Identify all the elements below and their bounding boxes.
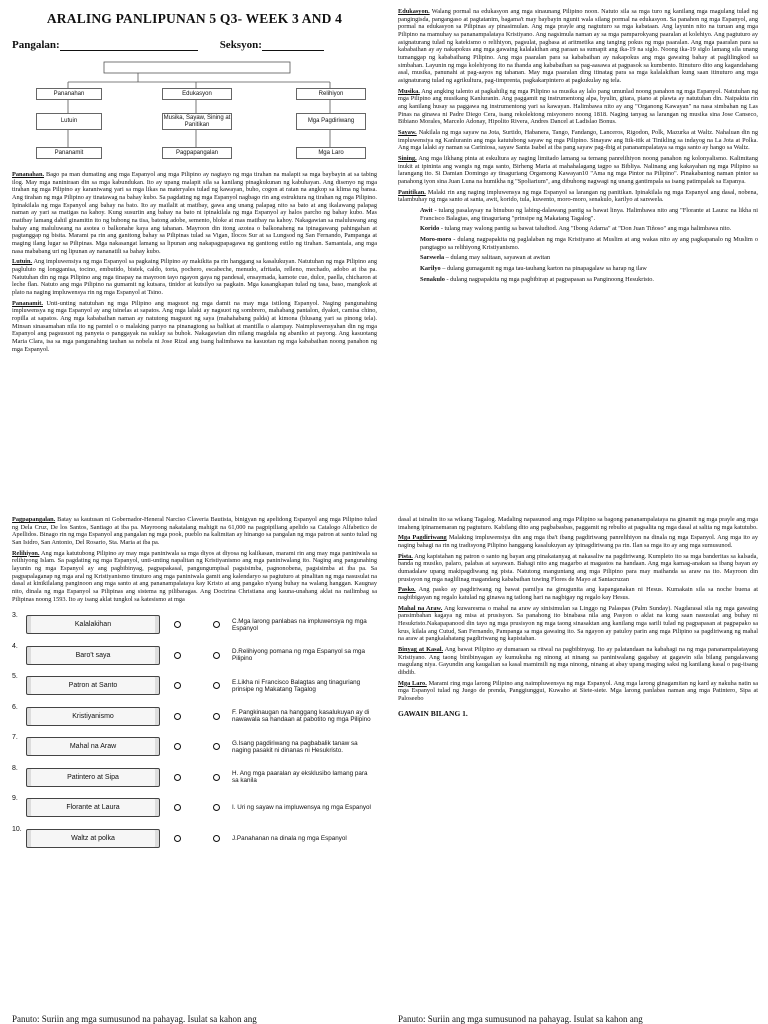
paragraph-sayaw	[398, 129, 758, 152]
lit-term: Awit	[420, 207, 433, 215]
keyword-sining: Sining.	[398, 155, 417, 163]
instructions-right: Panuto: Suriin ang mga sumusunod na pahayag. Isulat sa kahon ang	[398, 1014, 643, 1024]
match-number: 10.	[12, 825, 22, 833]
text-panitikan: Malaki rin ang naging impluwensya ng mga Espanyol sa larangan ng panitikan. Ipinakilala ng mga Espanyol ang dasal, nobena, talambuhay ng mga santo at santa, awit, korido, tula, kuwento, moro-moro, senakulo, karilyo at sarswela.	[398, 188, 758, 204]
text-binyag: Ang bawat Pilipino ay dumaraan sa ritwal na pagbibinyag. Ito ay palatandaan na kabahagi na ng mga pananampalatayang Kristiyano. Ang taong binibinyagan ay kumukuha ng ninong at ninang sa paniniwalang gagabay at gagawin sila bilang pangalawang magulang niya. Gayundin ang kaugalian sa kasal mamimili ng mga ninong, ninang at abay upang maging saksi ng kanilang kasal o pag-iisang dibdib.	[398, 646, 758, 677]
match-right-dot[interactable]	[213, 743, 220, 750]
paragraph-binyag	[398, 646, 758, 677]
text-pasko: Ang pasko ay pagdiriwang ng bawat pamilya na ginugunita ang kapanganakan ni Hesus. Kumakain sila sa noche buena at nagbibigayan ng regalo katulad ng ginawa ng tatlong hari na nagbigay ng regalo kay Hesus.	[398, 586, 758, 602]
lit-item-sarswela	[398, 254, 758, 262]
match-answer: J.Panahanan na dinala ng mga Espanyol	[232, 834, 347, 842]
name-section-row	[12, 39, 377, 51]
text-musika: Ang angking talento at pagkahilig ng mga Pilipino sa musika ay lalo pang umunlad noong panahon ng mga Espanyol. Natutuhan ng mga Pilipino ang musikang Kanluranin. Ang paggamit ng instrumentong alpa, byulin, gitara, piano at plawta ay natutuhan din. Naipakita rin ang kanilang husay sa paggawa ng instrumentong yari sa kawayan. Halimbawa nito ay ang "Organong Kawayan" na nasa simbahan ng Las Pinas na ginawa ni Padre Diego Cera, isang rekolektong misyonero noong 1818. Naging tanyag sa larangan ng musika sina Jose Canseco, Bibiano Morales, Marcelo Adonay, Hipolito Rivera, Andres Dancel at Ladislao Bonus.	[398, 87, 758, 126]
match-left-dot[interactable]	[174, 682, 181, 689]
paragraph-pagdiriwang	[398, 534, 758, 549]
lit-item-moro-moro	[398, 236, 758, 251]
match-right-dot[interactable]	[213, 621, 220, 628]
match-row	[12, 762, 377, 793]
match-term-scroll: Patintero at Sipa	[26, 768, 160, 787]
diagram-box-laro: Mga Laro	[296, 147, 366, 159]
diagram-box-lutuin: Lutuin	[36, 113, 102, 130]
match-left-dot[interactable]	[174, 713, 181, 720]
text-laro: Marami ring mga larong Pilipino ang naimpluwensya ng mga Espanyol. Ang mga larong ginagamitan ng kard ay nakuha natin sa mga Espanyol tulad ng Juego de prenda, Panggiunggui, Kuwaho at Siete-siete. Mga larong panlabas naman ang mga Patintero, Sipa at Paloseebo	[398, 679, 758, 703]
match-answer: E.Likha ni Francisco Balagtas ang tinaguriang prinsipe ng Makatang Tagalog	[232, 678, 361, 693]
text-sining: Ang mga likhang pinta at eskultura ay naging limitado lamang sa temang panrelihiyon noong panahon ng kolonyalismo. Kalimitang inukit at ipininta ang wangis ng mga santo, Birheng Maria at mahahalagang tagpo sa Bibliya. Nalinang ang kakayahan ng mga Pilipino sa larangang ito. Si Damian Domingo ay tinaguriang Orgamong Kawayan10 "Ama ng mga Pintor na Pilipino". Pinakabantog naman pintor sa panahong iyon sina Juan Luna na humikha ng "Spoliarium", ang dibuhong nagwagi ng unang gantimpala sa isang patimpalak sa Espanya.	[398, 155, 758, 186]
lit-item-karilyo	[398, 265, 758, 273]
keyword-relihiyon: Relihiyon.	[12, 549, 40, 557]
diagram-connectors	[12, 61, 377, 161]
match-row	[12, 670, 377, 701]
lit-item-senakulo	[398, 276, 758, 284]
match-term-scroll: Kristiyanismo	[26, 707, 160, 726]
paragraph-pasko	[398, 586, 758, 601]
paragraph-panitikan	[398, 189, 758, 204]
match-left-dot[interactable]	[174, 835, 181, 842]
match-right-dot[interactable]	[213, 774, 220, 781]
match-number: 3.	[12, 612, 18, 620]
lit-term: Moro-moro	[420, 236, 452, 244]
column-top-left	[12, 8, 377, 508]
match-number: 9.	[12, 795, 18, 803]
match-term-scroll: Baro't saya	[26, 646, 160, 665]
section-field[interactable]	[220, 39, 324, 51]
diagram-box-pagdiriwang: Mga Pagdiriwang	[296, 113, 366, 130]
paragraph-pista	[398, 553, 758, 584]
keyword-binyag: Binyag at Kasal.	[398, 646, 444, 654]
paragraph-pagpapangalan	[12, 516, 377, 547]
match-left-dot[interactable]	[174, 652, 181, 659]
paragraph-pananahan	[12, 171, 377, 255]
lit-term: Korido	[420, 225, 440, 233]
lit-item-korido	[398, 225, 758, 233]
topics-diagram	[12, 61, 377, 161]
match-term-scroll: Waltz at polka	[26, 829, 160, 848]
text-pista: Ang kapistahan ng patron o santo ng bayan ang pinakatanyag at nakasaliw na pagdiriwang. Kumpleto ito sa mga banderitas sa kalsada, banda ng musiko, palaro, palabas at sayawan. Bahagi nito ang magarbo at magastos na handaan. Ang mga kamag-anakan sa ibang bayan ay dumadalaw upang makipagdiwang ng pista. Natutong manguntang ang mga Pilipino para may maihanda sa araw na ito. Mayroon din prusisyon ng mga naglilinag magandang kababaihan tuwing Flores de Mayo at Santacruzan	[398, 552, 758, 583]
instructions-left: Panuto: Suriin ang mga sumusunod na pahayag. Isulat sa kahon ang	[12, 1014, 257, 1024]
match-row	[12, 609, 377, 640]
match-number: 8.	[12, 764, 18, 772]
keyword-pananamit: Pananamit.	[12, 299, 43, 307]
match-left-dot[interactable]	[174, 774, 181, 781]
paragraph-sining	[398, 155, 758, 186]
name-field[interactable]	[12, 39, 198, 51]
lit-desc: - tulang pasalaysay na binubuo ng labing-dalawang pantig sa bawat linya. Halimbawa nito ang "Florante at Laura: na likha ni Francisco Balagtas, ang tinaguriang "prinsipe ng Makatang Tagalog".	[420, 207, 758, 222]
text-sayaw: Nakilala ng mga sayaw na Jota, Surtido, Habanera, Tango, Fandango, Lanceros, Rigodon, Polk, Mazurka at Waltz. Nahaluan din ng impluwensiya ng Kanluranin ang mga katutubong sayaw ng mga Pilipino. Sinayaw ang Itik-itik at Tinikling sa indayog na La Jota at Polka. Ang mga lalaki ay naman sa Cariniosa, sayaw Santa Isabel at iba pang sayaw pag-ibig at pananampalataya sa mga santo ay hango sa Waltz.	[398, 129, 758, 152]
keyword-laro: Mga Laro.	[398, 679, 427, 687]
match-left-dot[interactable]	[174, 621, 181, 628]
diagram-box-pananamit: Pananamit	[36, 147, 102, 159]
keyword-pagpapangalan: Pagpapangalan.	[12, 516, 56, 523]
diagram-box-pananahan: Pananahan	[36, 88, 102, 100]
match-right-dot[interactable]	[213, 835, 220, 842]
lit-term: Sarswela	[420, 254, 445, 262]
match-term-scroll: Patron at Santo	[26, 676, 160, 695]
diagram-box-musika: Musika, Sayaw, Sining at Panitikan	[162, 113, 232, 130]
match-row	[12, 823, 377, 854]
diagram-box-edukasyon: Edukasyon	[162, 88, 232, 100]
section-blank[interactable]	[262, 40, 324, 51]
gawain-heading: GAWAIN BILANG 1.	[398, 708, 468, 718]
paragraph-laro	[398, 680, 758, 703]
keyword-sayaw: Sayaw.	[398, 129, 417, 137]
match-row	[12, 701, 377, 732]
keyword-pagdiriwang: Mga Pagdiriwang	[398, 534, 447, 542]
section-label: Seksyon:	[219, 39, 262, 51]
match-row	[12, 640, 377, 671]
match-term-scroll: Mahal na Araw	[26, 737, 160, 756]
text-pagdiriwang: Malaking impluwensiya din ang mga iba't ibang pagdiriwang panrelihiyon na dinala ng mga Espanyol. Ang mga ito ay naging bahagi na rin ng tradisyong Pilipino hanggang kasalukuyan ay ipinagdiriwang pa rin. Ilan sa mga ito ay ang mga sumusunod.	[398, 534, 758, 550]
column-bottom-right	[398, 516, 758, 1024]
lit-term: Karilyo	[420, 265, 441, 273]
text-pananahan: Bago pa man dumating ang mga Espanyol ang mga Pilipino ay nagtayo ng mga tirahan na malapit sa mga baybayin at sa tabing ilog. May mga naniniraan din sa mga kabundukan. Ito ay upang malapit sila sa kanilang pinagkukunan ng kabuhayan. Ang disenyo ng mga tirahan ng mga Pilipino ay karaniwang yari sa mga likas na materyales tulad ng kawayan, buho, cogon at ratan na angkop sa klima ng bansa. Ang tirahan ng mga Pilipino ay tinatawag na bahay kubo. Sa pagdating ng mga Espanyol nagbago rin ang estruktura ng tirahan ng mga Pilipino. Ipinakilala ng mga Espanyol ang bahay na bato. Ito ay mailalit at matibay, gawa ang unang palapag nito sa bato at ang ikalawang palapag naman ay yari sa matigas na kahoy. Kung susuriin ang bahay na bato ni ipinakilala ng mga Espanyol ay halos parcho ng bahay kubo. Mas matibay lamang dahil ginamitin ito ng bubong na tisa, batong adobe, semento, bloke at mas matibay na kahoy. Nakagawian sa maluluwang ang bahay ang maluluwang na asotea o balkonahe kaya ang tahanan. Mayroon din itong azotea o balkonaheng na ipinagawang pahingahan at pagtanggap ng bisita. Marami pa rin ang ganitong bahay sa Pilipinas tulad sa Vigan, Ilocos Sur at sa Lungsod ng San Fernando, Pampanga at maging ilang lugar sa Pilipinas. Mga nakasangat lamang sa lipunan ang nakapagpapagawa ng ganitong estilo ng tirahan. Samantala, ang mga nasa mababang uri ng lipunan ay nananatili sa bahay kubo.	[12, 171, 377, 255]
match-row	[12, 731, 377, 762]
match-number: 7.	[12, 734, 18, 742]
match-answer: C.Mga larong panlabas na impluwensya ng mga Espanyol	[232, 617, 367, 632]
keyword-pananahan: Pananahan.	[12, 171, 45, 178]
match-answer: I. Uri ng sayaw na impluwensya ng mga Espanyol	[232, 804, 371, 812]
keyword-pista: Pista.	[398, 552, 413, 560]
match-right-dot[interactable]	[213, 652, 220, 659]
match-right-dot[interactable]	[213, 713, 220, 720]
match-answer: H. Ang mga paaralan ay eksklusibo lamang para sa kanila	[232, 770, 368, 785]
name-label: Pangalan:	[12, 39, 60, 51]
match-right-dot[interactable]	[213, 804, 220, 811]
paragraph-relihiyon	[12, 550, 377, 604]
column-top-right	[398, 8, 758, 513]
text-mahal-na-araw: Ang kuwaresma o mahal na araw ay sinisimulan sa Linggo ng Palaspas (Palm Sunday). Nagdarasal sila ng mga gawaing pansimbahan kagaya ng misa at prusisyon. Sa panahong ito binabasa nila ang Pasyon o aklat na kung saan nasusulat ang buhay ni Hesukristo.Nakapapanood din tayo ng mga prusisyon ng mga taong sinasaktan ang kanilang mga sarili tulad ng pagpapasan at pagpapako sa krus, kilala ang Cutud, San Fernando, Pampanga sa mga gawaing ito. Sa ngayon ay patuloy parin ang mga Pilipino sa pagdiriwang ng mahal na araw at pangkalahatang pagdiriwang ng kapistahan.	[398, 604, 758, 643]
matching-exercise	[12, 609, 377, 853]
keyword-panitikan: Panitikan.	[398, 188, 426, 196]
text-edukasyon: Walang pormal na edukasyon ang mga sinaunang Pilipino noon. Natuto sila sa mga turo ng kanilang mga magulang tulad ng pangingisda, pangangaso at pagtatanim, bagama't may baybayin ngunit wala silang pormal na edukasyon. Sa panahon ng mga Espanyol, ang pormal na edukasyon sa Pilipinas ay pinasimulan. Ang mga prayle ang nagtuturo sa mga kabataan. Ang layunin nito na turuan ang mga Pilipino na mamuhay sa pananampalataya Kristiyano. Ang nagsimula naman ay sa mga pamparokyang paaralan at kolehiyo. Ang pagtuturo ay asignaturang tulad ng katekismo o relihiyon, pagsulat, pagbasa at aritmetika ang tanging pokus ng mga paaralan. Ang mga paaralan para sa kababaihan ay ay nakapokus ang mga gawaing kalalakihan ang paraan sa sumapit ang ika-19 na siglo. Noong ika-19 siglo lamang sila unang tumanggap ng kababaihang Pilipino. Ang mga paaralan para sa kababaihan ay nakapokus ang mga gawaing bahay at paglilingkod sa simbahan. Layunin ng mga kolehiyong ito na ihanda ang kababaihan sa pag-aasawa at pagpasok sa kumbento. Itinuturo dito ang kagandahang asal, musika, panunahi at pag-aayos ng tahanan. May mga paaralan ding itinatag para sa mga kalalakihan kung saan itinuturo ang mga asignaturang tulad ng agrikultura, pag-iimprenta, pagkakarpintero at pagkukulay ng tela.	[398, 8, 758, 85]
paragraph-mahal-na-araw	[398, 605, 758, 643]
keyword-edukasyon: Edukasyon.	[398, 8, 430, 15]
match-term-scroll: Florante at Laura	[26, 798, 160, 817]
match-number: 4.	[12, 642, 18, 650]
text-pagpapangalan: Batay sa kautusan ni Gobernador-Heneral Narciso Claveria Bautista, binigyan ng apelidong Espanyol ang mga Pilipino tulad ng Dela Cruz, De los Santos, Santiago at iba pa. Mayroong nakatalang mahigit na 61,000 na pagpipiliang apelido sa Catalogo Alfabetico de Apellidos. Binago rin ng mga Espanyol ang pangalan ng mga pook, pueblo na kalimitan ay hinango sa pangalan ng mga patron at santo tulad ng San Isidro, San Antonio, Del Rosario, Sta. Maria at iba pa.	[12, 516, 377, 547]
match-term-scroll: Kalalakihan	[26, 615, 160, 634]
column-bottom-left	[12, 516, 377, 1024]
match-number: 5.	[12, 673, 18, 681]
match-left-dot[interactable]	[174, 743, 181, 750]
text-pananamit: Unti-unting natutuhan ng mga Pilipino ang magsuot ng mga damit na may mga istilong Espanyol. Naging pangunahing impluwensya ng mga Espanyol ay ang tsinelas at sapatos. Ang mga lalaki ay nagsuot ng sombrero, mahabang pantalon, dyaket, camisa chino, ropilla at sapatos. Ang mga kababaihan naman ay natutong magsuot ng saya (mahahabang palda) at kimona (blusang yari sa pinong tela). Minsan sinasamahan nila ito ng pamtel o o malaking panyo na pinanagtong sa balikat at mantilla o alampay. Naimpluwensyahan din ng mga Espanyol ang pagsusuot ng panyeta o panggayak na suklay sa buhok. Nakagawian din nilang magdala ng abaniko at payong. Ang kasuotang Maria Clara, isa sa mga pangunahing tauhan sa nobela ni Jose Rizal ang isang halimbawa na kasuotan ng mga kababaihan noong panahon ng mga Espanyol.	[12, 299, 377, 353]
name-blank[interactable]	[60, 40, 198, 51]
worksheet-title: ARALING PANLIPUNAN 5 Q3- WEEK 3 AND 4	[46, 11, 343, 26]
lit-desc: – dulang gumagamit ng mga tau-tauhang karton na pinapagalaw sa harap ng ilaw	[442, 265, 647, 273]
paragraph-musika	[398, 88, 758, 126]
keyword-lutuin: Lutuin.	[12, 258, 33, 266]
text-lutuin: Ang impluwensiya ng mga Espanyol sa pagkaing Pilipino ay makikita pa rin hanggang sa kasalukuyan. Natutuhan ng mga Pilipino ang pagluluto ng longganisa, tocino, embutido, bistek, caldo, torta, pochero, escabeche, menudo, afritada, relleno, mechado, adobo at iba pa. Natutuhan din ng mga Pilipino ang mga tinapay na mayroon tayo ngayon gaya ng pandesal, ensaymada, kamote cue, dulce, paella, chicharon at leche flan. Natuto ang mga Pilipino na gumamit ng kutsara, tinidor at kutsilyo sa pagkain. Mga kasangkapan tulad ng tasa, baso, mangkok at plato na naging impluwensya rin ng mga Espanyol at Tsino.	[12, 258, 377, 297]
paragraph-edukasyon	[398, 8, 758, 85]
paragraph-pananamit	[12, 300, 377, 354]
keyword-pasko: Pasko.	[398, 586, 416, 594]
match-right-dot[interactable]	[213, 682, 220, 689]
text-relihiyon: Ang mga katutubong Pilipino ay may mga paniniwala sa mga diyos at diyosa ng kalikasan, marami rin ang may mga paniniwala sa relihiyong Islam. Sa pagdating ng mga Espanyol, unti-unting napalitan ng Kristiyanismo ang mga paniniwalang ito. Naging ang pangunahing layunin ng mga Espanyol ay ang pagbibinyag, pagpapakasal, pangungumpisal pagsisimba, pagnonobena, pagsisimba at iba pa. Sa pagpapalaganap ng mga aral ng Kristiyanismo tinuturo ang mga paniniwala gamit ang kalendaryo sa pagtuturo at pinalitan ng mga nasusulat na dasal at kinikilalang panginoon ang mga santo at ang pananampalataya kay Kristo at ang pangako n'yang buhay na walang hanggan. Kaugnay nito, dinala ng mga Espanyol sa Pilipinas ang sistema ng pilibaragas. Ang Doctrina Christiana ang kauna-unahang aklat na nailimbag sa Pilipinas noong 1593. Ito ay isang aklat tungkol sa katesismo at mga	[12, 549, 377, 603]
match-number: 6.	[12, 703, 18, 711]
keyword-musika: Musika.	[398, 87, 420, 95]
keyword-mahal-na-araw: Mahal na Araw.	[398, 604, 443, 612]
match-row	[12, 792, 377, 823]
diagram-box-relihiyon: Relihiyon	[296, 88, 366, 100]
paragraph-lutuin	[12, 258, 377, 296]
diagram-box-pagpapangalan: Pagpapangalan	[162, 147, 232, 159]
match-answer: F. Pangkinaugan na hanggang kasalukuyan ay di nawawala sa handaan at pabotito ng mga Pilipino	[232, 709, 371, 724]
lit-desc: - dulang nagpapakita ng paglalaban ng mga Kristiyano at Muslim at ang wakas nito ay ang pagkapanalo ng Muslim o pangtagpo sa relihiyong Kristiyanismo.	[420, 236, 758, 251]
lit-desc: - tulang may walong pantig sa bawat taludtod. Ang "Ibong Adarna" at "Don Juan Tiñoso" ang mga halimbawa nito.	[440, 225, 732, 233]
paragraph-intro: dasal at isinalin ito sa wikang Tagalog. Madaling napasunod ang mga Pilipino sa bagong pananampalataya na ginamit ng mga prayle ang mga imaheng ipinamemaran ng pagtuturo. Kabilang dito ang pagbabasbas, paggamit ng rebulto at pagsalita ng mga dasal at salita ng mga katutubo.	[398, 516, 758, 531]
match-answer: G.Isang pagdiriwang na pagbabalik tanaw sa naging pasakit ni dinanas ni Hesukristo.	[232, 739, 358, 754]
lit-desc: – dulang may salitaan, sayawan at awitan	[445, 254, 551, 262]
match-left-dot[interactable]	[174, 804, 181, 811]
lit-desc: - dulang nagpapakita ng mga pagbibirap at pagpapasan sa Panginoong Hesukristo.	[446, 275, 655, 283]
match-answer: D.Relihiyong pomana ng mga Espanyol sa mga Pilipino	[232, 648, 366, 663]
lit-item-awit	[398, 207, 758, 222]
lit-term: Senakulo	[420, 275, 445, 283]
